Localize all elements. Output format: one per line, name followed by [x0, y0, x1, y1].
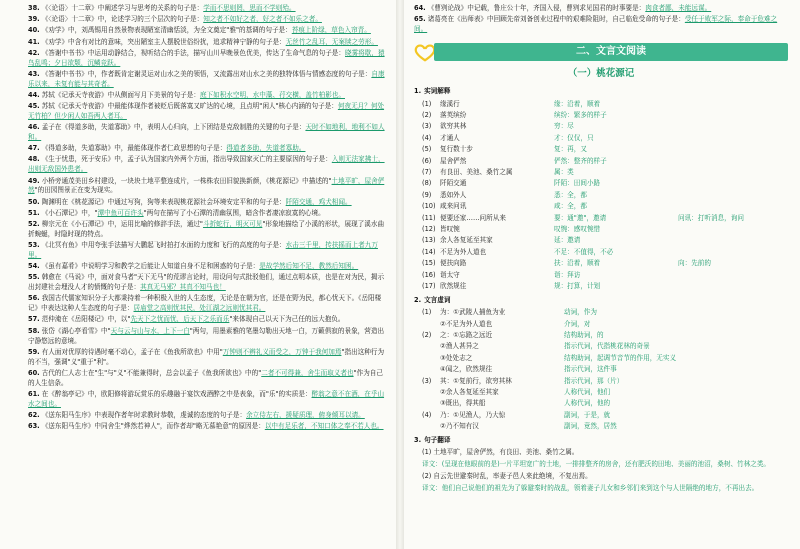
question-text: 我国古代儒家知识分子大都秉持着一种积极入世的人生态度，无论是在朝为官，还是在野为民，都心忧天下。《岳阳楼记》中表达这种人生态度的句子是： [28, 294, 382, 313]
question-number: 52. [28, 219, 40, 228]
answer-text: 苔痕上阶绿，草色入帘青。 [291, 26, 371, 35]
term-text: 阡陌交通 [440, 179, 467, 188]
meaning-cell: 指示代词，这件事 [564, 365, 617, 374]
extra-meaning-cell: 问讯：打听消息，询问 [678, 213, 744, 222]
table-row [414, 202, 788, 213]
term-cell [414, 422, 564, 433]
meaning-cell: 延：邀请 [554, 236, 581, 245]
answer-text: 斗折蛇行，明灭可见 [202, 219, 263, 228]
term-cell [414, 410, 564, 421]
answer-text: 入则无法家拂士，出则无敌国外患者。 [28, 155, 385, 174]
translation-source-1: (1) 土地平旷，屋舍俨然，有良田、美池、桑竹之属。 [422, 447, 579, 456]
term-text: 缘溪行 [440, 99, 460, 108]
section-heading-translation: 3. 句子翻译 [414, 435, 451, 444]
question-item [28, 348, 388, 368]
question-number: 40. [28, 26, 40, 35]
row-number: (17) [422, 281, 436, 290]
term-cell [414, 133, 554, 144]
question-number: 64. [414, 4, 426, 12]
question-text: 在《醉翁亭记》中，欧阳修将游玩赏乐的乐趣融于宴饮戏酒醉之中是表象，而"乐"的实质是： [41, 389, 312, 398]
table-row [414, 376, 788, 387]
table-row [414, 133, 788, 144]
term-cell [414, 122, 554, 133]
question-number: 61. [28, 389, 40, 398]
meaning-cell: 悉：全，都 [554, 190, 587, 199]
table-row [414, 247, 788, 258]
question-item [28, 369, 388, 389]
term-cell [414, 259, 554, 270]
table-row [414, 353, 788, 364]
question-text-tail: "两句在描写了小石潭的清幽氛围，暗含作者凄凉寂寞的心境。 [143, 208, 325, 217]
row-number: (1) [422, 99, 432, 108]
question-item [28, 102, 388, 122]
extra-meaning-cell: 向：先前的 [678, 259, 711, 268]
term-cell [414, 190, 554, 201]
term-text: 便扶向路 [440, 259, 467, 268]
question-item [28, 315, 388, 325]
question-number: 51. [28, 208, 40, 217]
answer-text: 二者不可得兼，舍生而取义者也 [261, 368, 354, 377]
meaning-cell: 人称代词，他的 [564, 399, 611, 408]
term-text: ②不足为外人道也 [440, 319, 493, 328]
section-banner [414, 41, 788, 63]
table-row [414, 224, 788, 235]
row-number: (2) [422, 331, 432, 340]
row-number: (12) [422, 225, 436, 233]
term-cell [414, 202, 554, 213]
answer-text: 先天下之忧而忧，后天下之乐而乐 [130, 315, 230, 324]
answer-text: 肉食者鄙，未能远谋。 [645, 4, 712, 12]
answer-text: 其真无马邪？其真不知马也！ [140, 283, 226, 292]
meaning-cell: 结构助词，的 [564, 331, 604, 340]
question-item [28, 327, 388, 347]
extra-meaning-cell [678, 145, 788, 156]
row-number: (2) [422, 111, 432, 120]
term-text: 悉如外人 [440, 190, 467, 199]
question-text-tail: "作为自己的人生信条。 [28, 368, 383, 387]
answer-text: 知之者不如好之者，好之者不如乐之者。 [203, 15, 322, 24]
row-number: (11) [422, 213, 436, 222]
answer-text: 庭下如积水空明，水中藻、荇交横，盖竹柏影也。 [199, 90, 345, 99]
meaning-cell: 介词，对 [564, 319, 591, 328]
term-text: ③既出，得其船 [440, 399, 486, 408]
question-item [28, 262, 388, 272]
meaning-cell: 缘：沿着，顺着 [554, 99, 601, 108]
question-number: 42. [28, 48, 40, 57]
row-number: (8) [422, 179, 432, 188]
question-number: 49. [28, 176, 40, 185]
question-number: 48. [28, 155, 40, 164]
translation-text-2: 译文：他们自己说他们的祖先为了躲避秦时的战乱，领着妻子儿女和乡邻们来到这个与人世隔绝的地方，不再出去。 [422, 483, 759, 492]
term-text: ②乃不知有汉 [440, 422, 479, 431]
left-page [0, 0, 396, 549]
question-item [28, 49, 388, 69]
table-row [414, 319, 788, 330]
meaning-cell: 副词，竟然，居然 [564, 422, 617, 431]
meaning-cell: 缤纷：繁多的样子 [554, 111, 607, 120]
table-row [414, 281, 788, 292]
banner-title: 二、文言文阅读 [434, 43, 788, 61]
answer-text: 无丝竹之乱耳，无案牍之劳形。 [285, 37, 378, 46]
term-text: 皆叹惋 [440, 225, 460, 233]
table-row [414, 342, 788, 353]
term-text: ②余人各复延至其家 [440, 387, 499, 396]
question-text: 《劝学》中含有对比的意味，突出陋室主人摆脱世俗纷扰，追求精神宁静的句子是： [41, 37, 286, 46]
extra-meaning-cell [678, 179, 788, 190]
term-text: 有良田、美池、桑竹之属 [440, 168, 513, 177]
question-text: 陶渊明在《桃花源记》中通过写狗，狗等来表现桃花源社会环境安定平和的句子是： [41, 197, 286, 206]
term-text: 才通人 [440, 133, 460, 142]
row-number: (3) [422, 376, 432, 385]
term-cell [414, 330, 564, 341]
term-cell [414, 224, 554, 235]
meaning-cell: 不足：不值得，不必 [554, 247, 614, 256]
meaning-cell: 俨然：整齐的样子 [554, 156, 607, 165]
question-text: 范仲淹在《岳阳楼记》中，以" [41, 315, 131, 324]
question-text: 《〈论语〉十二章》中，论述学习的三个层次的句子是： [41, 15, 204, 24]
table-row [414, 190, 788, 201]
row-number: (16) [422, 270, 436, 279]
question-text: 《送东阳马生序》中表现作者年时求教时恭敬，虔诚的态度的句子是： [41, 410, 247, 419]
table-row [414, 156, 788, 167]
question-number: 62. [28, 410, 40, 419]
question-number: 63. [28, 422, 40, 431]
meaning-cell: 扶：沿着，顺着 [554, 259, 601, 268]
question-number: 39. [28, 15, 40, 24]
extra-meaning-cell [678, 190, 788, 201]
meaning-cell: 指示代词，代指桃花林的奇景 [564, 342, 650, 351]
answer-text: 是故学然后知不足，教然后知困。 [259, 262, 359, 271]
question-item [28, 273, 388, 293]
question-list-right [414, 4, 788, 35]
meaning-cell: 复：再，又 [554, 145, 587, 154]
question-item [28, 198, 388, 208]
extra-meaning-cell [678, 202, 788, 213]
answer-text: 水击三千里，抟扶摇而上者九万里。 [28, 241, 378, 259]
answer-text: 阡陌交通，鸡犬相闻。 [285, 197, 352, 206]
row-number: (14) [422, 247, 436, 256]
table-row [414, 99, 788, 110]
heart-icon [414, 41, 436, 63]
question-item [28, 411, 388, 421]
row-number: (1) [422, 308, 432, 317]
term-text: 不足为外人道也 [440, 247, 487, 256]
table-row [414, 422, 788, 433]
meaning-cell: 阡陌：田间小路 [554, 179, 601, 188]
extra-meaning-cell [678, 281, 788, 292]
meaning-cell: 指示代词，那（片） [564, 376, 624, 385]
question-item [28, 155, 388, 175]
term-cell [414, 156, 554, 167]
table-row [414, 387, 788, 398]
question-number: 45. [28, 102, 40, 111]
question-text: 小桥旁通茂美田乡村建设，一块块土地平整连成片，一株株农田旧貌换新颜，《桃花源记》中描述的" [41, 176, 332, 185]
question-text: 《〈论语〉十二章》中阐述学习与思考的关系的句子是： [41, 4, 204, 12]
function-words-table [414, 308, 788, 433]
question-number: 50. [28, 197, 40, 206]
term-text: ④闻之，欣然规往 [440, 365, 493, 374]
row-number: (6) [422, 156, 432, 165]
answer-text: 醉翁之意不在酒，在乎山水之间也。 [28, 389, 385, 408]
table-row [414, 399, 788, 410]
answer-text: 天时不如地利，地利不如人和。 [28, 123, 385, 142]
question-text: 《答谢中书书》中运用动静结合，视听结合的手法，描写山川早晚景色优美，传达了生命气息的句子是： [41, 48, 345, 57]
term-text: 余人各复延至其家 [440, 236, 493, 245]
question-item [28, 422, 388, 432]
term-cell [414, 247, 554, 258]
term-cell [414, 167, 554, 178]
question-number: 47. [28, 144, 40, 153]
term-cell [414, 236, 554, 247]
section-heading-vocab: 1. 实词解释 [414, 87, 451, 96]
meaning-cell: 副词，于是，就 [564, 410, 611, 419]
extra-meaning-cell [678, 167, 788, 178]
answer-text: 受任于败军之际，奉命于危难之间。 [414, 15, 778, 34]
row-number: (5) [422, 145, 432, 154]
question-number: 65. [414, 15, 426, 24]
answer-text: 万钟则不辨礼义而受之，万钟于我何加焉 [222, 347, 342, 356]
term-text: 欣然规往 [440, 281, 467, 290]
lesson-title: （一）桃花源记 [567, 67, 635, 79]
question-number: 57. [28, 315, 40, 324]
question-item [28, 144, 388, 154]
meaning-cell: 叹惋：感叹惋惜 [554, 225, 601, 233]
term-cell [414, 342, 564, 353]
question-text-tail: "两句，用墨素雅的笔墨勾勒出天地一白，万籁俱寂的景象，营造出宁静悠远的意境。 [28, 326, 385, 345]
right-page [396, 0, 800, 549]
term-cell [414, 353, 564, 364]
question-item [28, 91, 388, 101]
row-number: (10) [422, 202, 436, 211]
extra-meaning-cell [678, 133, 788, 144]
question-text: 《劝学》中，刘禹锡用自然景物表现陋室清幽恬淡，为全文奠定"雅"的基调的句子是： [41, 26, 292, 35]
table-row [414, 410, 788, 421]
table-row [414, 365, 788, 376]
meaning-cell: 动词，作为 [564, 308, 597, 317]
term-cell [414, 387, 564, 398]
question-number: 53. [28, 241, 40, 250]
question-item [28, 4, 388, 14]
extra-meaning-cell [678, 236, 788, 247]
term-text: 咸来问讯 [440, 202, 467, 211]
question-text-tail: "指出这种行为的不当，强调"义"重于"利"。 [28, 347, 385, 366]
question-number: 41. [28, 37, 40, 46]
table-row [414, 145, 788, 156]
meaning-cell: 咸：全，都 [554, 202, 587, 211]
term-text: 之：①忘路之远近 [440, 331, 493, 340]
table-row [414, 270, 788, 281]
question-item [28, 294, 388, 314]
question-text: 孟子在《得道多助，失道寡助》中，表明人心归向，上下团结是克敌制胜的关键的句子是： [41, 123, 306, 132]
question-item [28, 177, 388, 197]
question-text: 苏轼《记承天寺夜游》中从侧面写月下美景的句子是： [41, 90, 200, 99]
translation-source-2: (2) 自云先世避秦时乱，率妻子邑人来此绝境，不复出焉。 [422, 471, 592, 480]
question-text: 《小石潭记》中，" [41, 208, 98, 217]
term-cell [414, 319, 564, 330]
term-text: ③处处志之 [440, 353, 473, 362]
meaning-cell: 要：通"邀"，邀请 [554, 213, 607, 222]
question-list-left [28, 4, 388, 432]
term-text: 为：①武陵人捕鱼为业 [440, 308, 506, 317]
row-number: (3) [422, 122, 432, 131]
question-number: 58. [28, 326, 40, 335]
row-number: (15) [422, 259, 436, 268]
extra-meaning-cell [678, 111, 788, 122]
table-row [414, 111, 788, 122]
question-number: 43. [28, 69, 40, 78]
question-text: 《北冥有鱼》中用夸张手法描写大鹏起飞时拍打水面的力度和飞行的高度的句子是： [41, 241, 286, 250]
term-cell [414, 213, 554, 224]
term-text: 落英缤纷 [440, 111, 467, 120]
answer-text: 得道者多助，失道者寡助。 [226, 144, 306, 153]
answer-text: 学而不思则罔，思而不学则殆。 [203, 4, 296, 12]
answer-text: 何夜无月？何处无竹柏？但少闲人如吾两人者耳。 [28, 102, 385, 120]
meaning-cell: 才：仅仅，只 [554, 133, 594, 142]
answer-text: 晓雾将歇，猿鸟乱鸣；夕日欲颓，沉鳞竞跃。 [28, 48, 385, 67]
term-cell [414, 179, 554, 190]
question-number: 38. [28, 4, 40, 12]
answer-text: 土地平旷，屋舍俨然 [28, 176, 385, 195]
row-number: (4) [422, 410, 432, 419]
question-text: 《曹刿论战》中记载，鲁庄公十年，齐国入侵，曹刿求见国君的时事要是： [427, 4, 646, 12]
term-cell [414, 399, 564, 410]
question-text-tail: "形象地描绘了小溪的形状，展现了溪水曲折蜿蜒，时隐时现的特点。 [28, 219, 385, 238]
vocab-table [414, 99, 788, 293]
question-item [28, 70, 388, 90]
question-text-tail: "的田园图景正在变为现实。 [34, 186, 117, 195]
answer-text: 居庙堂之高则忧其民，处江湖之远则忧其君。 [133, 304, 266, 313]
section-heading-function-words: 2. 文言虚词 [414, 295, 451, 304]
term-text: 乃：①见渔人，乃大惊 [440, 410, 506, 419]
answer-text: 以中有足乐者，不知口体之奉不若人也。 [264, 422, 384, 431]
table-row [414, 236, 788, 247]
row-number: (9) [422, 190, 432, 199]
meaning-cell: 诣：拜访 [554, 270, 581, 279]
question-text: 张岱《湖心亭看雪》中" [41, 326, 111, 335]
meaning-cell: 穷：尽 [554, 122, 574, 131]
question-text: 古代的仁人志士在"生"与"义"不能兼得时，总会以孟子《鱼我所欲也》中的" [41, 368, 262, 377]
term-text: 屋舍俨然 [440, 156, 467, 165]
question-text: 《得道多助，失道寡助》中，最能体现作者仁政思想的句子是： [41, 144, 227, 153]
question-number: 46. [28, 123, 40, 132]
table-row [414, 122, 788, 133]
question-text: 《虽有嘉肴》中说明学习和教学之后能让人知道自身不足和困惑的句子是： [41, 262, 260, 271]
term-cell [414, 281, 554, 292]
table-row [414, 167, 788, 178]
question-item [28, 209, 388, 219]
meaning-cell: 属：类 [554, 168, 574, 177]
question-text: 苏轼《记承天寺夜游》中最能体现作者被贬后既落寞又旷达的心境，且点明"闲人"核心内涵的句子是： [41, 102, 338, 111]
question-text: 《答谢中书书》中，作者既肯定谢灵运对山水之美的领悟，又流露出对山水之美的独特体悟与情感态度的句子是： [41, 69, 372, 78]
term-cell [414, 270, 554, 281]
meaning-cell: 人称代词，他们 [564, 387, 611, 396]
term-cell [414, 365, 564, 376]
question-item [28, 390, 388, 410]
extra-meaning-cell [678, 270, 788, 281]
question-text: 《送东阳马生序》中同舍生"烨然若神人"，而作者却"略无慕艳意"的原因是： [41, 422, 265, 431]
term-text: 复行数十步 [440, 145, 473, 154]
question-item [28, 241, 388, 261]
row-number: (13) [422, 236, 436, 245]
table-row [414, 330, 788, 341]
question-text: 韩愈在《马说》中，面对食马者"天下无马"的荒谬言论时，用设问句式批驳他们，通过点明本质，也是在对为民，揭示出封建社会埋没人才的愤慨的句子是： [28, 273, 385, 292]
extra-meaning-cell [678, 156, 788, 167]
question-number: 59. [28, 347, 40, 356]
question-item [28, 123, 388, 143]
term-text: 便要还家……问所从来 [440, 213, 506, 222]
meaning-cell: 结构助词，起调节音节的作用，无实义 [564, 353, 677, 362]
term-text: ②渔人甚异之 [440, 342, 479, 351]
table-row [414, 308, 788, 319]
question-number: 60. [28, 368, 40, 377]
term-cell [414, 111, 554, 122]
extra-meaning-cell [678, 99, 788, 110]
question-text: 《生于忧患，死于安乐》中，孟子认为国家内外两个方面，指出导致国家灭亡的主要原因的句子是： [41, 155, 332, 164]
extra-meaning-cell [678, 122, 788, 133]
table-row [414, 179, 788, 190]
question-item [414, 4, 788, 14]
answer-text: 余立侍左右，援疑质理，俯身倾耳以请。 [246, 410, 365, 419]
term-cell [414, 308, 564, 319]
question-item [414, 15, 788, 35]
row-number: (4) [422, 133, 432, 142]
question-text-tail: "来体现自己以天下为己任的远大抱负。 [229, 315, 345, 324]
extra-meaning-cell [678, 224, 788, 235]
question-item [28, 38, 388, 48]
question-text: 柳宗元在《小石潭记》中，运用比喻的修辞手法，通过" [41, 219, 203, 228]
extra-meaning-cell [678, 247, 788, 258]
row-number: (7) [422, 168, 432, 177]
answer-text: 潭中鱼可百许头 [97, 208, 144, 217]
term-cell [414, 99, 554, 110]
table-row [414, 259, 788, 270]
table-row [414, 213, 788, 224]
term-cell [414, 145, 554, 156]
answer-text: 自康乐以来，未复有能与其奇者。 [28, 69, 385, 88]
term-text: 欲穷其林 [440, 122, 467, 131]
question-number: 56. [28, 294, 40, 303]
translation-text-1: 译文：(呈现在他眼前的是)一片平坦宽广的土地，一排排整齐的房舍，还有肥沃的田地、美丽的池沼，桑树、竹林之类。 [422, 459, 771, 468]
question-number: 55. [28, 273, 40, 282]
meaning-cell: 规：打算，计划 [554, 281, 601, 290]
question-item [28, 15, 388, 25]
term-cell [414, 376, 564, 387]
term-text: 其：①复前行，欲穷其林 [440, 376, 512, 385]
question-text: 有人面对优厚的待遇时毫不动心，孟子在《鱼我所欲也》中用" [41, 347, 223, 356]
question-number: 54. [28, 262, 40, 271]
question-number: 44. [28, 90, 40, 99]
question-text: 诸葛亮在《出师表》中回顾先帝刘备创业过程中的艰难险阻时，自己临危受命的句子是： [427, 15, 685, 24]
question-item [28, 220, 388, 240]
answer-text: 天与云与山与水，上下一白 [110, 326, 190, 335]
term-text: 诣太守 [440, 270, 460, 279]
question-item [28, 26, 388, 36]
